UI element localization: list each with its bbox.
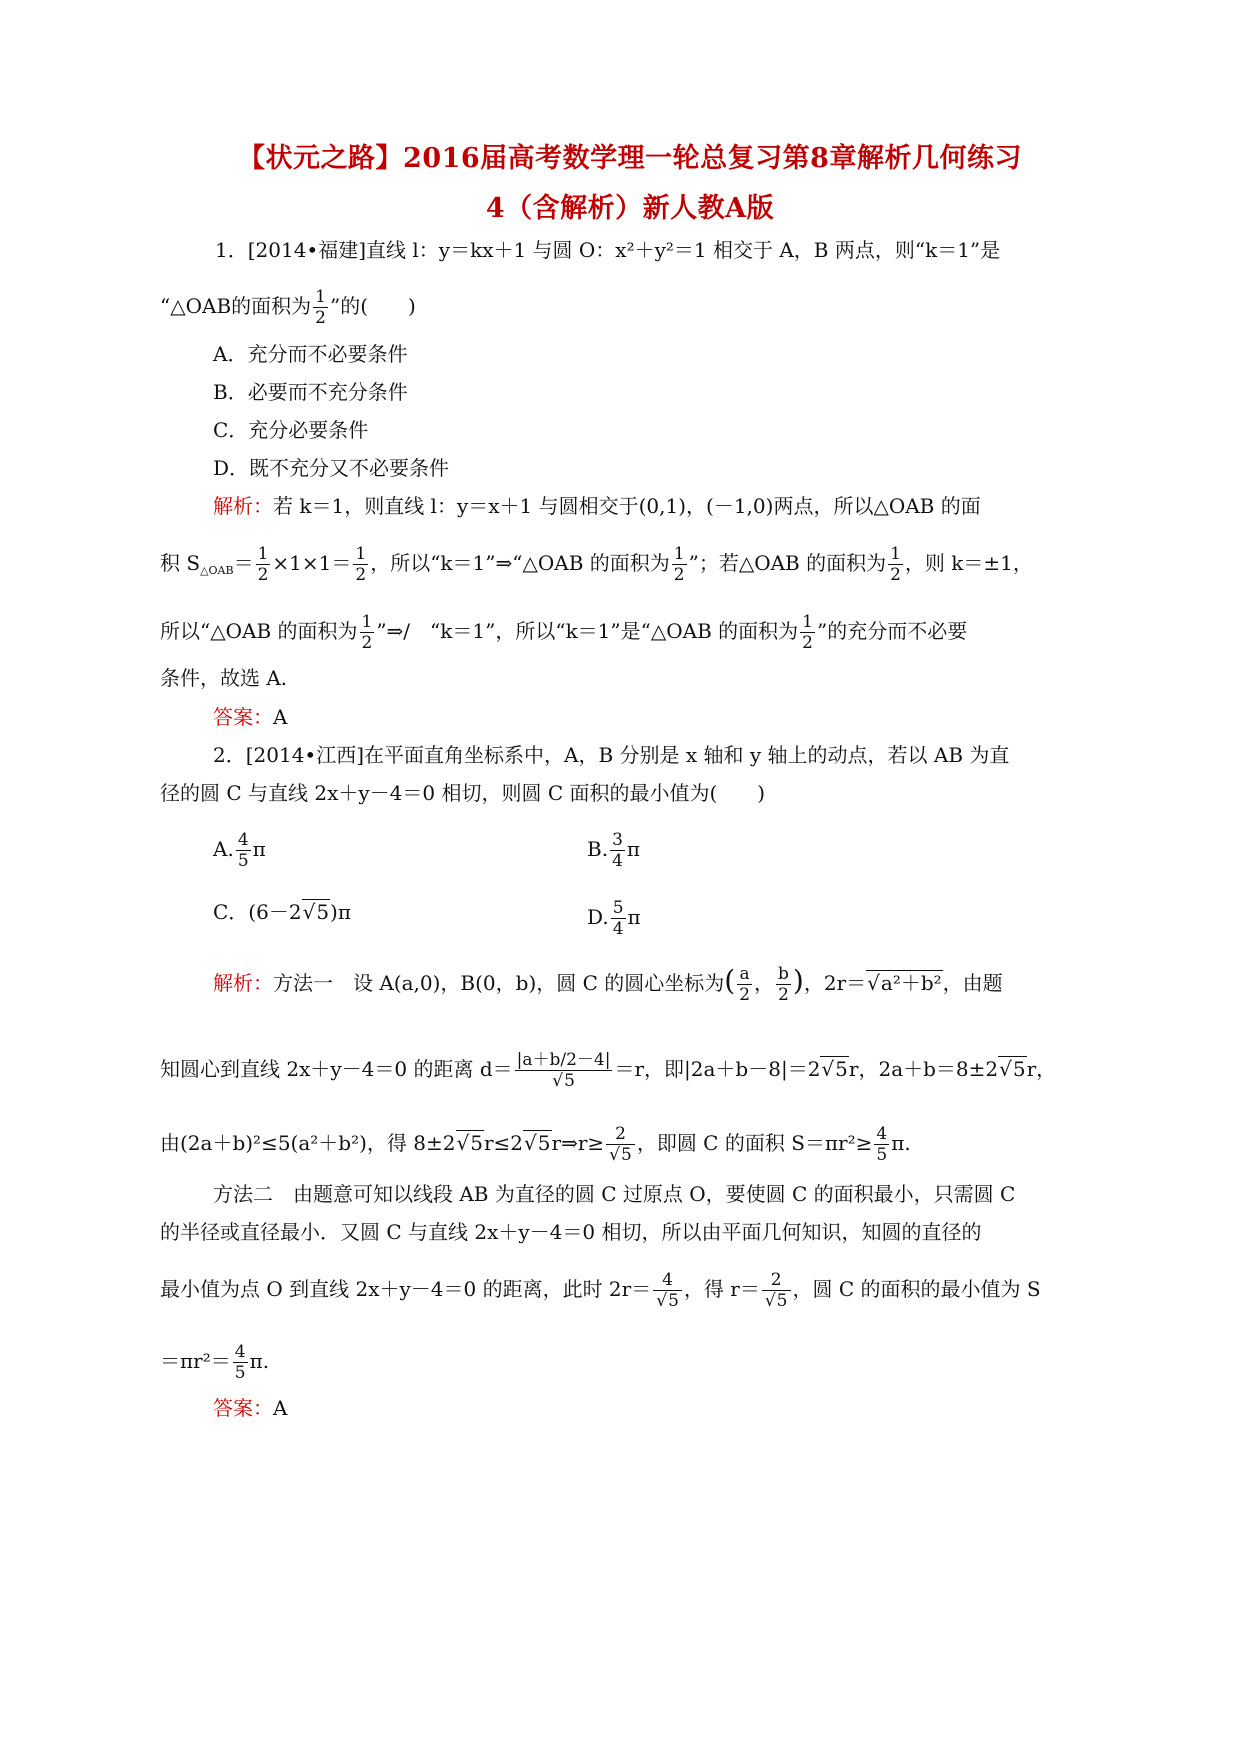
fraction-5-4 — [611, 898, 626, 939]
numerator: 1 — [315, 287, 326, 307]
text: 最小值为点 O 到直线 2x＋y－4＝0 的距离，此时 2r＝ — [160, 1277, 652, 1301]
numerator: a — [737, 964, 752, 985]
q2-answer — [213, 1394, 287, 1422]
pi-symbol: π — [626, 837, 641, 861]
fraction-2-sqrt5 — [762, 1270, 791, 1311]
denominator: 2 — [778, 985, 789, 1005]
text: 所以“△OAB 的面积为 — [160, 619, 358, 643]
q1-stem-text-end: ”的( ) — [329, 294, 416, 318]
text: r，2a＋b＝8±2 — [848, 1057, 999, 1081]
text: ，得 r＝ — [683, 1277, 760, 1301]
numerator: 1 — [673, 544, 685, 564]
sqrt-5: √ 5 — [523, 1130, 551, 1155]
text: ＝r，即|2a＋b－8|＝2 — [614, 1057, 821, 1081]
fraction-one-half — [800, 612, 815, 653]
q1-option-c: C．充分必要条件 — [213, 418, 369, 442]
text: ＝ — [233, 551, 254, 575]
text: )π — [330, 900, 351, 924]
denominator: 2 — [802, 633, 813, 653]
analysis-label: 解析： — [213, 971, 273, 995]
pi-symbol: π — [252, 837, 266, 861]
numerator: 2 — [606, 1124, 635, 1145]
numerator: |a＋b/2－4| — [516, 1050, 611, 1070]
denominator: 4 — [612, 919, 624, 939]
option-label: B. — [587, 837, 609, 861]
numerator: 1 — [257, 544, 269, 564]
answer-label: 答案： — [213, 705, 273, 729]
numerator: 1 — [890, 544, 901, 564]
text: r≤2 — [483, 1131, 524, 1155]
numerator: 5 — [612, 898, 624, 918]
answer-label: 答案： — [213, 1396, 273, 1420]
fraction-3-4 — [610, 830, 625, 871]
text: 方法一 设 A(a,0)，B(0，b)，圆 C 的圆心坐标为 — [273, 971, 725, 995]
answer-value: A — [273, 705, 288, 729]
text: ，圆 C 的面积的最小值为 S — [792, 1277, 1041, 1301]
q1-stem-text: “△OAB的面积为 — [160, 294, 312, 318]
fraction-4-sqrt5 — [653, 1270, 682, 1311]
sqrt-5: √ 5 — [820, 1056, 848, 1081]
denominator: 2 — [361, 633, 373, 653]
q2-method2-line-1: 方法二 由题意可知以线段 AB 为直径的圆 C 过原点 O，要使圆 C 的面积最小，只需圆 C — [213, 1182, 1016, 1206]
q2-analysis-line-3 — [160, 1124, 911, 1165]
document-title-line-2: 4（含解析）新人教A版 — [485, 193, 775, 224]
q1-option-b: B．必要而不充分条件 — [213, 380, 408, 404]
numerator: 1 — [355, 544, 367, 564]
subscript: △OAB — [200, 564, 234, 577]
q2-method2-line-2: 的半径或直径最小．又圆 C 与直线 2x＋y－4＝0 相切，所以由平面几何知识，知圆的直径的 — [160, 1220, 982, 1244]
q1-analysis-line-1 — [213, 492, 981, 520]
numerator: 4 — [234, 1342, 246, 1362]
option-label: D. — [587, 905, 609, 929]
text: ，由题 — [942, 971, 1003, 995]
q1-stem-line-2 — [160, 287, 416, 328]
left-paren: ( — [724, 964, 736, 997]
numerator: 1 — [361, 612, 373, 632]
q2-method2-line-3 — [160, 1270, 1041, 1311]
text: ”；若△OAB 的面积为 — [688, 551, 887, 575]
fraction-4-5 — [233, 1342, 248, 1383]
text: π. — [249, 1349, 270, 1373]
fraction-one-half — [256, 544, 271, 585]
text: r， — [1026, 1057, 1057, 1081]
numerator: b — [778, 964, 789, 984]
fraction-one-half — [360, 612, 375, 653]
fraction-one-half — [313, 287, 328, 328]
text: 由(2a＋b)²≤5(a²＋b²)，得 8±2 — [160, 1131, 456, 1155]
denominator: 4 — [612, 851, 623, 871]
numerator: 2 — [762, 1270, 791, 1291]
sqrt-5: √ 5 — [655, 1290, 680, 1311]
denominator — [653, 1291, 682, 1311]
q2-option-c — [213, 898, 351, 926]
denominator: 2 — [315, 308, 326, 328]
q1-analysis-line-2 — [160, 544, 1033, 585]
q2-option-d — [587, 898, 641, 939]
text: 积 S — [160, 551, 201, 575]
numerator: 4 — [237, 830, 249, 850]
numerator: 1 — [802, 612, 813, 632]
fraction-b-2 — [776, 964, 791, 1005]
denominator: 5 — [237, 851, 249, 871]
sqrt-5: √ 5 — [456, 1130, 484, 1155]
denominator: 5 — [234, 1363, 246, 1383]
fraction-4-5 — [236, 830, 251, 871]
numerator: 3 — [612, 830, 623, 850]
text: ，2r＝ — [803, 971, 867, 995]
q2-stem-line-1: 2．[2014•江西]在平面直角坐标系中，A，B 分别是 x 轴和 y 轴上的动点，若以 AB 为直 — [213, 743, 1010, 767]
text: ，即圆 C 的面积 S＝πr²≥ — [636, 1131, 873, 1155]
text: ”⇒/ “k＝1”，所以“k＝1”是“△OAB 的面积为 — [376, 619, 799, 643]
sqrt-5: √ 5 — [764, 1290, 789, 1311]
q1-option-a: A．充分而不必要条件 — [213, 342, 408, 366]
q1-option-d: D．既不充分又不必要条件 — [213, 456, 450, 480]
document-title-line-1: 【状元之路】2016届高考数学理一轮总复习第8章解析几何练习 — [238, 143, 1022, 174]
denominator: 2 — [257, 565, 269, 585]
q2-stem-line-2: 径的圆 C 与直线 2x＋y－4＝0 相切，则圆 C 面积的最小值为( ) — [160, 781, 766, 805]
q2-method2-line-4 — [160, 1342, 269, 1383]
text: ”的充分而不必要 — [816, 619, 968, 643]
denominator — [762, 1291, 791, 1311]
sqrt-5: √ 5 — [302, 899, 330, 924]
text: ，所以“k＝1”⇒“△OAB 的面积为 — [370, 551, 670, 575]
q2-option-a — [213, 830, 266, 871]
fraction-4-5 — [874, 1124, 889, 1165]
q2-analysis-line-2 — [160, 1050, 1056, 1091]
fraction-one-half — [888, 544, 903, 585]
fraction-a-2 — [737, 964, 752, 1005]
option-label: A. — [213, 837, 234, 861]
analysis-label: 解析： — [213, 494, 273, 518]
text: ＝πr²＝ — [160, 1349, 231, 1373]
q1-answer — [213, 703, 287, 731]
sqrt-a2-b2: √ a²＋b² — [866, 970, 943, 995]
text: C．(6－2 — [213, 900, 302, 924]
sqrt-5: √ 5 — [608, 1144, 633, 1165]
denominator: 2 — [890, 565, 901, 585]
q2-analysis-line-1: 解析：方法一 设 A(a,0)，B(0，b)，圆 C 的圆心坐标为( $\frac{a}{2}$ ， $\frac{b}{2}$ )，2r＝√ a²＋b²，由题 — [213, 964, 1003, 1005]
denominator: 2 — [739, 985, 751, 1005]
q2-option-b — [587, 830, 640, 871]
analysis-text: 若 k＝1，则直线 l：y＝x＋1 与圆相交于(0,1)，(－1,0)两点，所以△OAB 的面 — [273, 494, 981, 518]
q1-analysis-line-3 — [160, 612, 967, 653]
numerator: 4 — [876, 1124, 888, 1144]
q1-stem-line-1: 1．[2014•福建]直线 l：y＝kx＋1 与圆 O：x²＋y²＝1 相交于 A，B 两点，则“k＝1”是 — [215, 238, 1001, 262]
sqrt-5: √ 5 — [551, 1070, 576, 1091]
text: π. — [891, 1131, 911, 1155]
denominator — [606, 1145, 635, 1165]
sqrt-5: √ 5 — [998, 1056, 1026, 1081]
answer-value: A — [273, 1396, 288, 1420]
denominator: 2 — [355, 565, 367, 585]
text: ，则 k＝±1， — [904, 551, 1033, 575]
q1-analysis-line-4: 条件，故选 A. — [160, 666, 288, 690]
denominator: 2 — [673, 565, 685, 585]
fraction-2-sqrt5 — [606, 1124, 635, 1165]
numerator: 4 — [653, 1270, 682, 1291]
denominator — [515, 1071, 613, 1091]
fraction-one-half — [353, 544, 368, 585]
pi-symbol: π — [627, 905, 641, 929]
fraction-one-half — [672, 544, 687, 585]
text: 知圆心到直线 2x＋y－4＝0 的距离 d＝ — [160, 1057, 513, 1081]
text: r⇒r≥ — [551, 1131, 605, 1155]
text: ×1×1＝ — [272, 551, 352, 575]
right-paren: ) — [792, 964, 804, 997]
denominator: 5 — [876, 1145, 888, 1165]
distance-fraction — [515, 1050, 613, 1091]
